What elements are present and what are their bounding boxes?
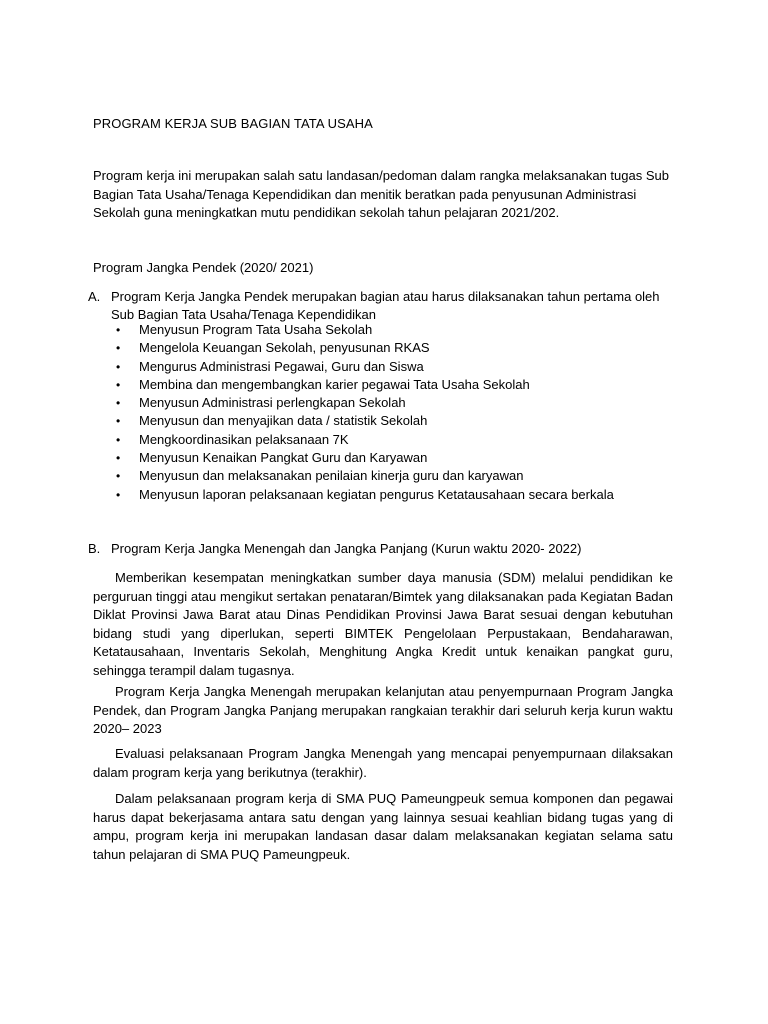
bullet-icon: • (116, 414, 121, 429)
bullet-icon: • (116, 469, 121, 484)
list-item-text: Mengelola Keuangan Sekolah, penyusunan RKAS (139, 340, 430, 356)
bullet-icon: • (116, 377, 121, 392)
section-a-line: Sub Bagian Tata Usaha/Tenaga Kependidikan (111, 307, 377, 322)
bullet-icon: • (116, 396, 121, 411)
bullet-icon: • (116, 359, 121, 374)
section-b-marker: B. (88, 541, 101, 556)
list-item-text: Menyusun dan melaksanakan penilaian kinerja guru dan karyawan (139, 468, 524, 484)
body-paragraph: Dalam pelaksanaan program kerja di SMA PUQ Pameungpeuk semua komponen dan pegawai harus dapat bekerjasama antara satu dengan yang lainnya sesuai keahlian bidang tugas yang di ampu, program kerja ini merupakan landasan dasar dalam melaksanakan kegiatan selama satu tahun pelajaran di SMA PUQ Pameungpeuk. (93, 791, 673, 862)
document-title: PROGRAM KERJA SUB BAGIAN TATA USAHA (93, 116, 373, 131)
body-paragraph: Program Kerja Jangka Menengah merupakan kelanjutan atau penyempurnaan Program Jangka Pendek, dan Program Jangka Panjang merupakan rangkaian terakhir dari seluruh kerja kurun waktu 2020– 2023 (93, 684, 673, 736)
list-item-text: Menyusun Program Tata Usaha Sekolah (139, 322, 373, 337)
section-b-title: Program Kerja Jangka Menengah dan Jangka Panjang (Kurun waktu 2020- 2022) (111, 541, 582, 556)
section-a-line: Program Kerja Jangka Pendek merupakan bagian atau harus dilaksanakan tahun pertama oleh (111, 289, 660, 304)
list-item-text: Mengkoordinasikan pelaksanaan 7K (139, 431, 349, 447)
body-paragraph: Evaluasi pelaksanaan Program Jangka Menengah yang mencapai penyempurnaan dilaksakan dalam program kerja yang berikutnya (terakhir). (93, 746, 673, 780)
bullet-icon: • (116, 487, 121, 502)
intro-line: Bagian Tata Usaha/Tenaga Kependidikan dan menitik beratkan pada penyusunan Administrasi (93, 186, 637, 202)
list-item-text: Menyusun dan menyajikan data / statistik Sekolah (139, 413, 428, 429)
list-item-text: Membina dan mengembangkan karier pegawai Tata Usaha Sekolah (139, 376, 530, 392)
list-item-text: Menyusun laporan pelaksanaan kegiatan pengurus Ketatausahaan secara berkala (139, 486, 614, 502)
section-a-marker: A. (88, 289, 101, 304)
intro-line: Program kerja ini merupakan salah satu landasan/pedoman dalam rangka melaksanakan tugas Sub (93, 168, 669, 183)
bullet-icon: • (116, 451, 121, 466)
list-item-text: Menyusun Administrasi perlengkapan Sekolah (139, 395, 406, 411)
bullet-icon: • (116, 341, 121, 356)
intro-paragraph (93, 167, 693, 223)
body-paragraph: Memberikan kesempatan meningkatkan sumber daya manusia (SDM) melalui pendidikan ke perguruan tinggi atau mengikut sertakan penataran/Bimtek yang dilaksanakan pada Kegiatan Badan Diklat Provinsi Jawa Barat atau Dinas Pendidikan Provinsi Jawa Barat sesuai dengan kebutuhan bidang studi yang diperlukan, seperti BIMTEK Pengelolaan Perpustakaan, Bendaharawan, Ketatausahaan, Inventaris Sekolah, Menghitung Angka Kredit untuk kenaikan pangkat guru, sehingga terampil dalam tugasnya. (93, 570, 673, 678)
list-item-text: Mengurus Administrasi Pegawai, Guru dan Siswa (139, 358, 424, 374)
list-item-text: Menyusun Kenaikan Pangkat Guru dan Karyawan (139, 450, 428, 466)
short-term-heading: Program Jangka Pendek (2020/ 2021) (93, 260, 314, 275)
bullet-icon: • (116, 323, 121, 337)
intro-line: Sekolah guna meningkatkan mutu pendidikan sekolah tahun pelajaran 2021/202. (93, 205, 560, 220)
bullet-icon: • (116, 432, 121, 447)
